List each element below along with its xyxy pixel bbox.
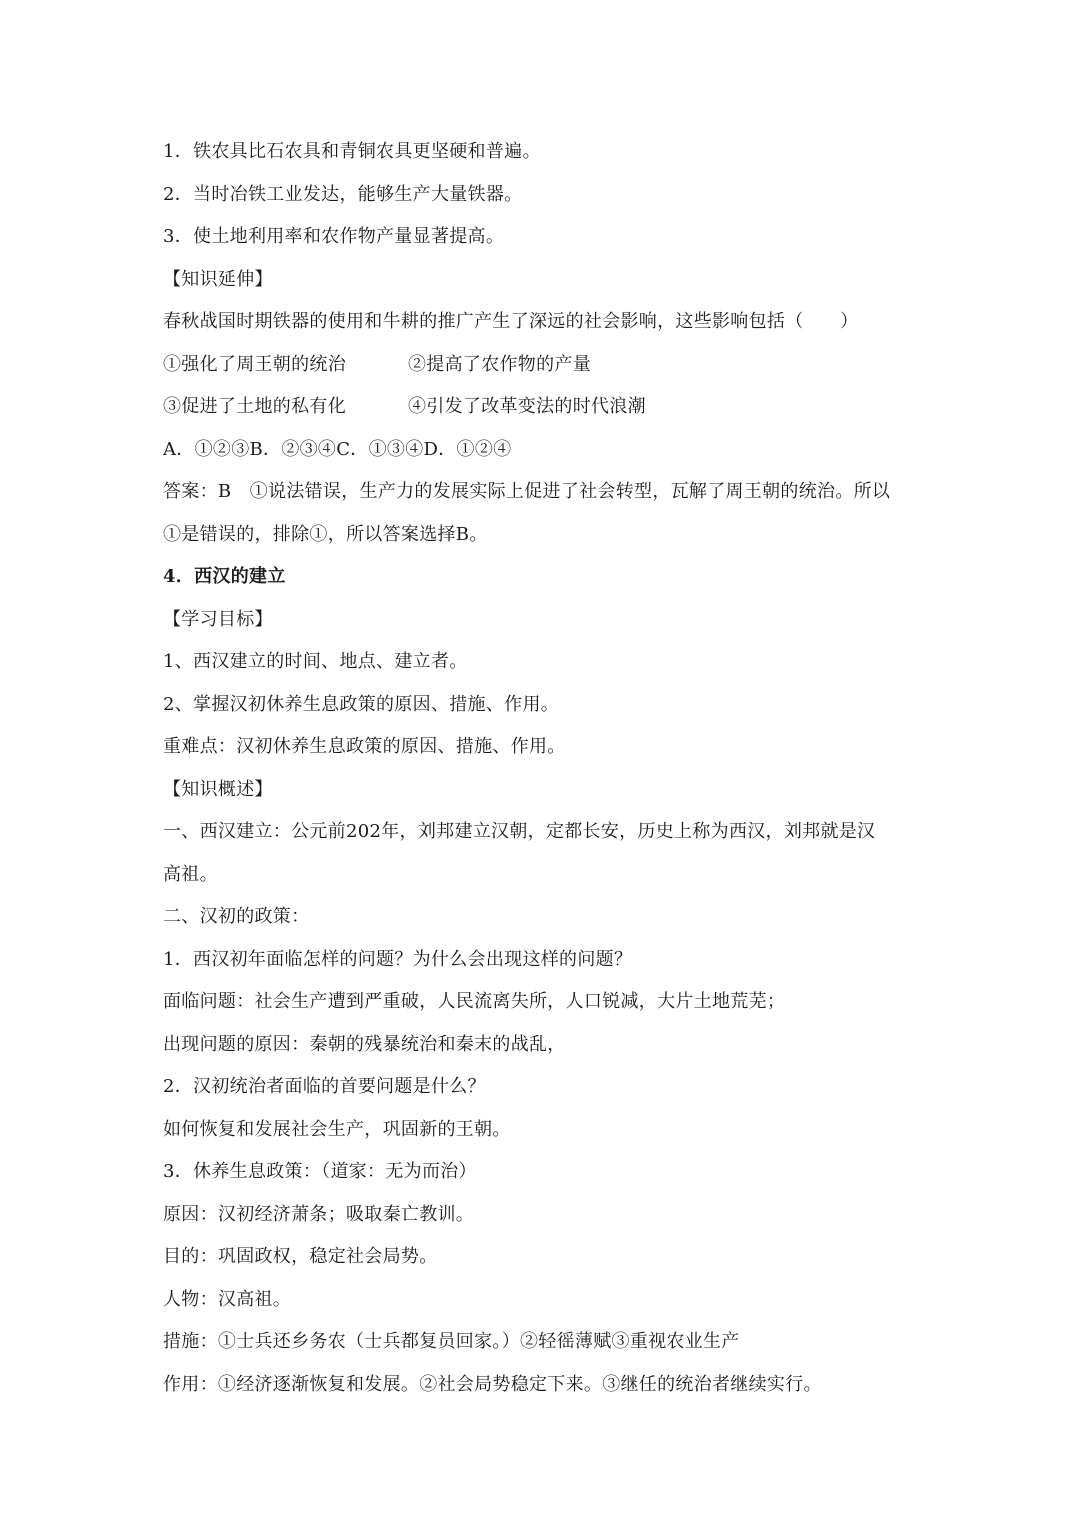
- section-heading: 【知识延伸】: [163, 268, 273, 290]
- text-line: 原因：汉初经济萧条；吸取秦亡教训。: [163, 1203, 475, 1225]
- text-line: 1．铁农具比石农具和青铜农具更坚硬和普遍。: [163, 141, 541, 162]
- text-line: 2．当时冶铁工业发达，能够生产大量铁器。: [163, 183, 523, 205]
- answer-choices: A．①②③B．②③④C．①③④D．①②④: [163, 438, 512, 460]
- text-line: 重难点：汉初休养生息政策的原因、措施、作用。: [163, 736, 566, 757]
- text-line: 2、掌握汉初休养生息政策的原因、措施、作用。: [163, 693, 560, 715]
- text-line: 二、汉初的政策：: [163, 906, 310, 927]
- text-line: 面临问题：社会生产遭到严重破，人民流离失所，人口锐减，大片土地荒芜；: [163, 991, 786, 1012]
- text-line: 2．汉初统治者面临的首要问题是什么？: [163, 1076, 486, 1097]
- option-row: [163, 344, 923, 387]
- text-line: 出现问题的原因：秦朝的残暴统治和秦末的战乱，: [163, 1033, 566, 1055]
- option-3: ③促进了土地的私有化: [163, 396, 346, 417]
- text-line: 措施：①士兵还乡务农（士兵都复员回家。）②轻徭薄赋③重视农业生产: [163, 1331, 740, 1352]
- text-line: 高祖。: [163, 863, 218, 885]
- text-line: 1、西汉建立的时间、地点、建立者。: [163, 651, 468, 672]
- text-line: 1．西汉初年面临怎样的问题？为什么会出现这样的问题？: [163, 948, 633, 970]
- answer-explanation: 答案：B ①说法错误，生产力的发展实际上促进了社会转型，瓦解了周王朝的统治。所以: [163, 481, 891, 502]
- section-heading: 【学习目标】: [163, 608, 273, 630]
- section-heading: 【知识概述】: [163, 778, 273, 800]
- option-row: [163, 386, 923, 429]
- document-page: [163, 131, 923, 1406]
- section-title: 4．西汉的建立: [163, 566, 286, 587]
- answer-explanation-cont: ①是错误的，排除①，所以答案选择B。: [163, 523, 488, 545]
- text-line: 作用：①经济逐渐恢复和发展。②社会局势稳定下来。③继任的统治者继续实行。: [163, 1373, 822, 1395]
- text-line: 如何恢复和发展社会生产，巩固新的王朝。: [163, 1118, 511, 1140]
- text-line: 目的：巩固政权，稳定社会局势。: [163, 1246, 438, 1267]
- text-line: 3．休养生息政策：（道家：无为而治）: [163, 1161, 477, 1182]
- text-line: 人物：汉高祖。: [163, 1288, 292, 1310]
- option-1: ①强化了周王朝的统治: [163, 353, 346, 375]
- question-stem: 春秋战国时期铁器的使用和牛耕的推广产生了深远的社会影响，这些影响包括（ ）: [163, 311, 859, 332]
- text-line: 一、西汉建立：公元前202年，刘邦建立汉朝，定都长安，历史上称为西汉，刘邦就是汉: [163, 821, 876, 842]
- option-4: ④引发了改革变法的时代浪潮: [408, 396, 646, 417]
- option-2: ②提高了农作物的产量: [408, 353, 591, 375]
- text-line: 3．使土地利用率和农作物产量显著提高。: [163, 226, 505, 247]
